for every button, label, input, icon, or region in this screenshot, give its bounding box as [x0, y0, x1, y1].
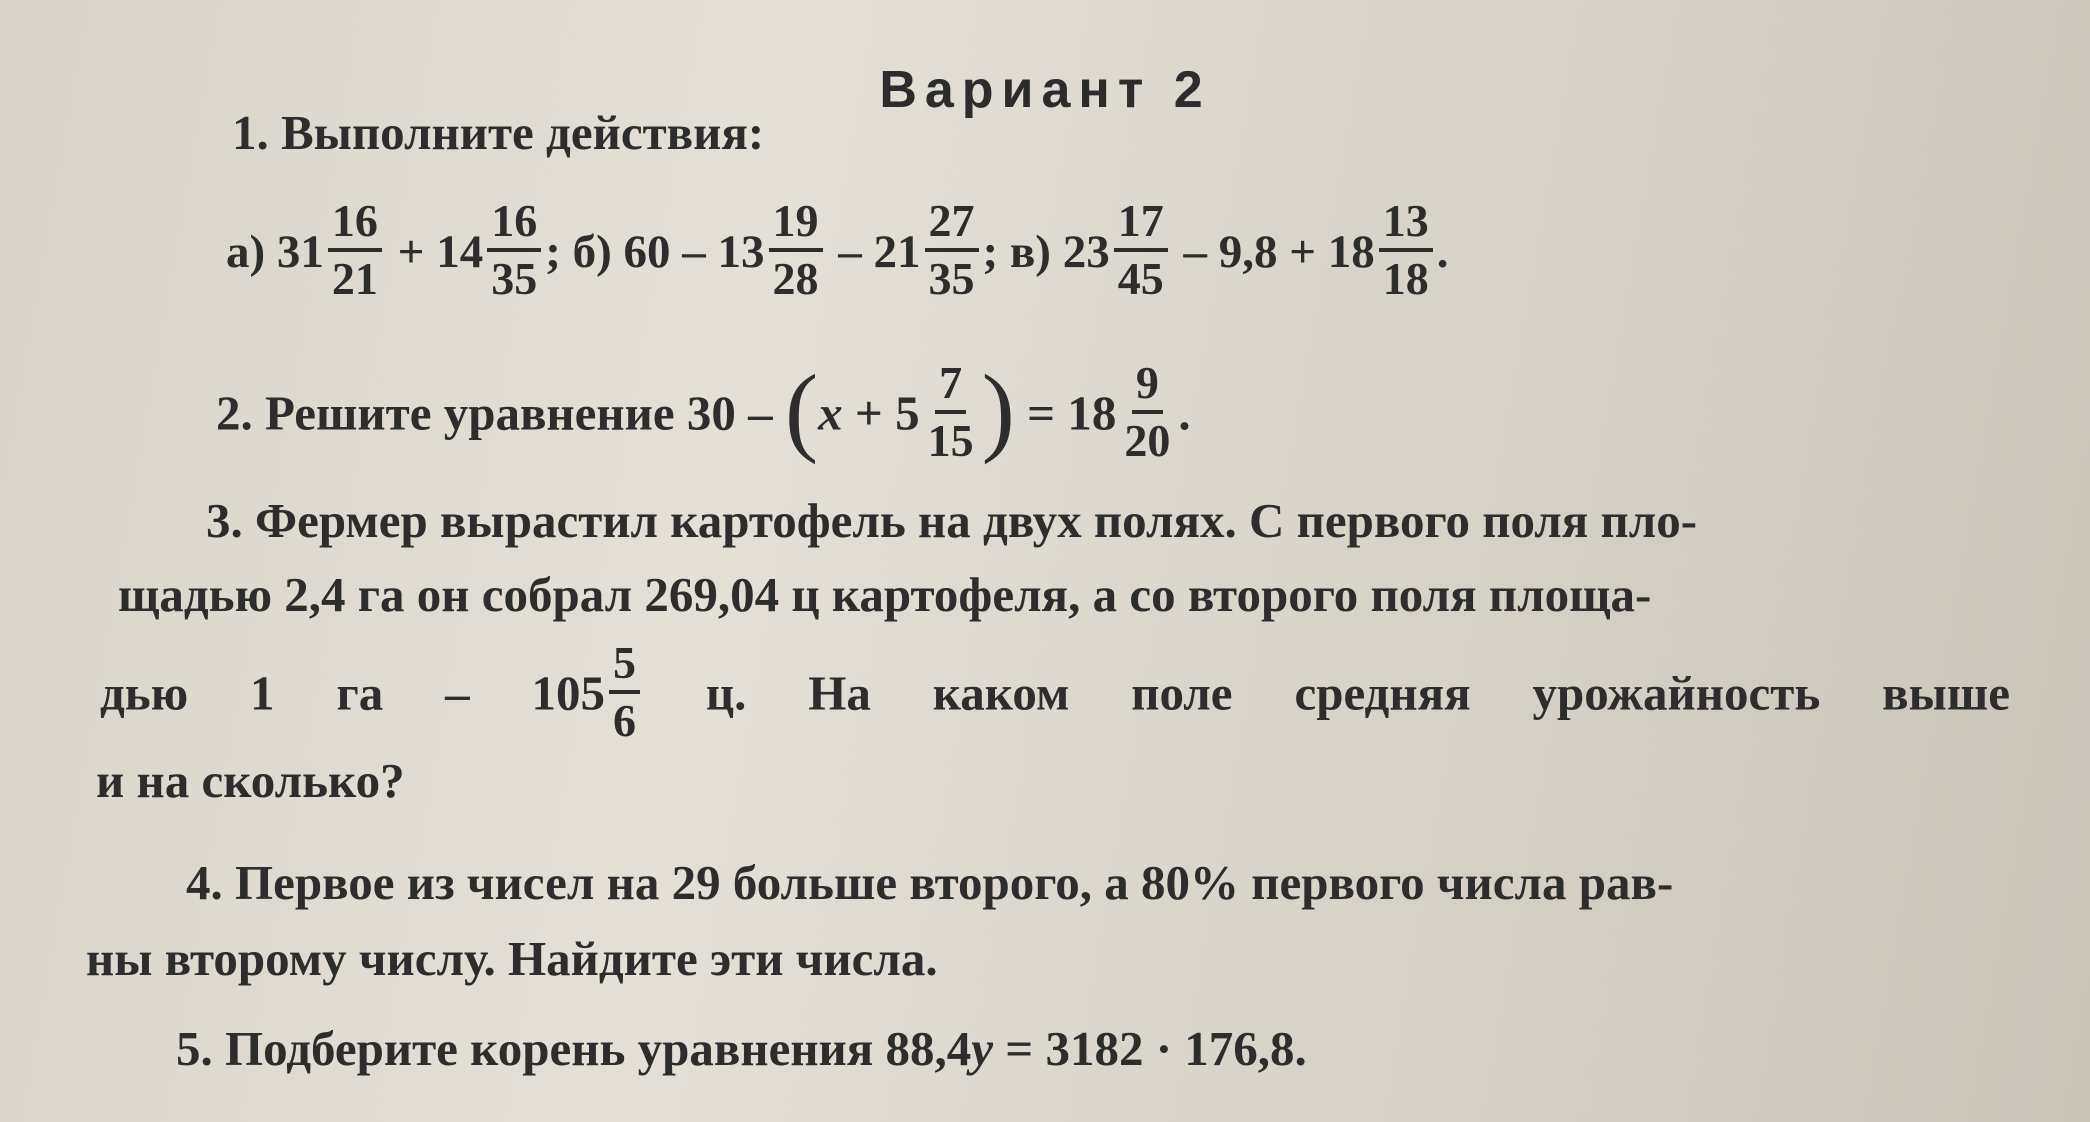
task2-whole2: 18: [1067, 385, 1117, 441]
task1-a-operator: +: [385, 225, 437, 278]
task5-equation: [176, 1020, 1307, 1077]
task1-c-whole1: 23: [1062, 225, 1110, 278]
task5-text-pre: Подберите корень уравнения 88,4: [225, 1021, 972, 1076]
denominator: 35: [928, 253, 975, 304]
task1-b-whole2: 21: [873, 225, 921, 278]
task1-text: Выполните действия:: [281, 105, 765, 160]
task3-line3: [100, 637, 2010, 754]
task2-fraction1: [924, 356, 978, 468]
task1-number: 1.: [232, 105, 269, 160]
task4-line1: [186, 854, 1673, 911]
numerator: 13: [1379, 194, 1433, 252]
right-paren: ): [981, 354, 1015, 465]
task3-fraction: [609, 636, 640, 748]
task3-text-line3-pre: дью 1 га –: [100, 665, 532, 721]
task2-end: .: [1178, 385, 1191, 441]
task2-whole1: 5: [895, 385, 920, 441]
variant-title: Вариант 2: [879, 61, 1211, 119]
task1-expressions: [226, 195, 1449, 312]
numerator: 19: [769, 194, 823, 252]
numerator: 5: [609, 636, 640, 694]
task1-a-fraction1: [328, 194, 382, 306]
task1-b-label: б) 60 –: [572, 225, 718, 278]
task1-a-label: а): [226, 225, 277, 278]
left-paren: (: [784, 354, 819, 465]
denominator: 20: [1124, 415, 1171, 466]
denominator: 35: [491, 253, 538, 304]
task2-equation: [216, 354, 1191, 474]
numerator: 16: [487, 194, 541, 252]
denominator: 15: [927, 415, 974, 466]
task2-equals: =: [1014, 385, 1068, 441]
task5-number: 5.: [176, 1021, 213, 1076]
task1-c-fraction2: [1379, 194, 1433, 306]
task1-a-whole1: 31: [276, 225, 324, 278]
task1-c-whole2: 18: [1327, 225, 1375, 278]
task3-whole: 105: [531, 665, 605, 721]
task1-b-fraction2: [925, 194, 979, 306]
task5-text-post: = 3182 · 176,8.: [993, 1021, 1307, 1076]
numerator: 27: [925, 194, 979, 252]
task3-line2: щадью 2,4 га он собрал 269,04 ц картофеля, а со второго поля площа-: [118, 567, 1652, 622]
task2-plus: +: [842, 385, 896, 441]
task3-text-line3-post: ц. На каком поле средняя урожайность выше: [644, 665, 2010, 721]
task3-number: 3.: [206, 493, 243, 548]
task4-number: 4.: [186, 855, 223, 910]
task3-text-line1: Фермер вырастил картофель на двух полях. С первого поля пло-: [255, 493, 1698, 548]
task2-number: 2.: [216, 385, 253, 441]
task1-separator: ;: [545, 225, 573, 278]
task1-a-fraction2: [487, 194, 541, 306]
task3-line4: и на сколько?: [96, 753, 405, 808]
numerator: 9: [1132, 356, 1163, 414]
task4-line2: ны второму числу. Найдите эти числа.: [86, 931, 938, 986]
task1-end: .: [1436, 225, 1449, 278]
task1-c-label: в): [1009, 225, 1063, 278]
task2-fraction2: [1120, 356, 1174, 468]
task1-b-operator: –: [826, 225, 874, 278]
task1-c-operator: – 9,8 +: [1171, 225, 1328, 278]
numerator: 16: [328, 194, 382, 252]
denominator: 6: [613, 695, 636, 746]
task3-line1: [206, 492, 1697, 549]
denominator: 45: [1117, 253, 1164, 304]
task2-text: Решите уравнение 30 –: [265, 385, 785, 441]
denominator: 28: [772, 253, 819, 304]
task1-c-fraction1: [1114, 194, 1168, 306]
denominator: 18: [1382, 253, 1429, 304]
task2-variable-x: x: [818, 385, 843, 441]
task1-b-whole1: 13: [717, 225, 765, 278]
numerator: 7: [935, 356, 966, 414]
task1-header: [232, 104, 764, 161]
task1-a-whole2: 14: [436, 225, 484, 278]
task1-separator: ;: [982, 225, 1010, 278]
task5-variable-y: y: [971, 1021, 994, 1076]
task1-b-fraction1: [769, 194, 823, 306]
numerator: 17: [1114, 194, 1168, 252]
denominator: 21: [331, 253, 378, 304]
task4-text-line1: Первое из чисел на 29 больше второго, а 80% первого числа рав-: [235, 855, 1674, 910]
